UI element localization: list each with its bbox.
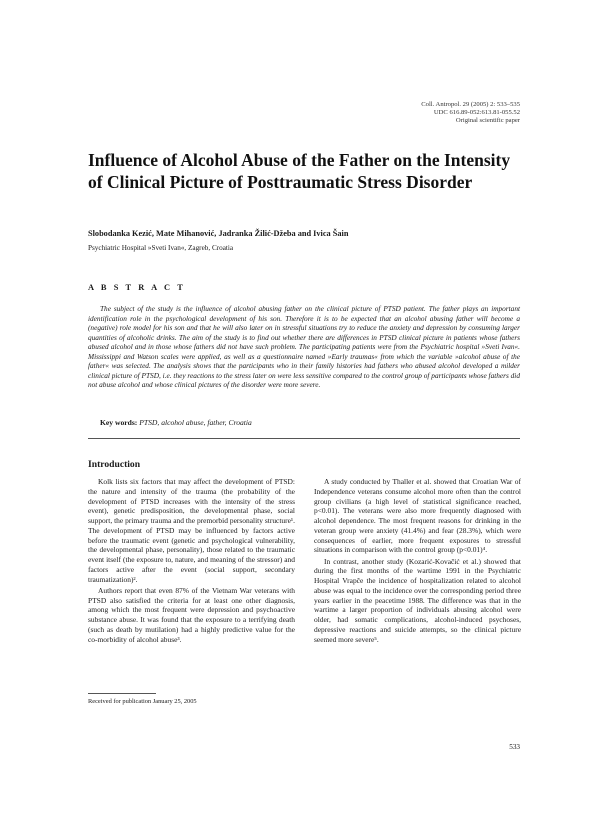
keywords-values: PTSD, alcohol abuse, father, Croatia — [139, 418, 252, 427]
paragraph: A study conducted by Thaller et al. showed that Croatian War of Independence veterans consume alcohol more often than the control group civilians (a high level of statistical significance reached, p<0.01). The veterans were also more frequently diagnosed with alcohol dependence. The most frequent reasons for drinking in the veteran group were anxiety (41.4%) and fear (28.3%), which were consequences of earlier, more frequent exposures to stressful situations in comparison with the control group (p<0.01)⁴. — [314, 477, 521, 555]
abstract-text: The subject of the study is the influence of alcohol abusing father on the clinical picture of PTSD patient. The father plays an important identification role in the psychological development of his son. Therefore it is to be expected that an alcohol abusing father will become a (negative) role model for his son and that he will also later on in stressful situations try to reduce the anxiety and depression by consuming larger quantities of alcoholic drinks. The aim of the study is to find out whether there are differences in PTSD clinical picture in patients whose fathers abused alcohol and in those whose fathers did not have such problem. The participating patients were from the Psychiatric hospital »Sveti Ivan«. Mississippi and Watson scales were applied, as well as a questionnaire named »Early traumas« from which the variable »alcohol abuse of the father« was selected. The analysis shows that the participants who in their family histories had fathers who abused alcohol developed a milder clinical picture of PTSD, i.e. they reactions to the stress later on were less sensitive compared to the control group of participants whose fathers did not abuse alcohol and whose clinical pictures of the disorder were more severe. — [88, 304, 520, 390]
journal-citation: Coll. Antropol. 29 (2005) 2: 533–535 — [421, 101, 520, 108]
page-number: 533 — [509, 743, 520, 751]
udc-code: UDC 616.89-052:613.81-055.52 — [433, 109, 520, 117]
abstract-divider — [88, 438, 520, 439]
paragraph: In contrast, another study (Kozarić-Kovačić et al.) showed that during the first months of the wartime 1991 in the Psychiatric Hospital Vrapče the incidence of hospitalization related to alcohol abuse was equal to the incidence over the corresponding period three years earlier in the peacetime 1988. The difference was that in the wartime a larger proportion of individuals abusing alcohol were older, had somatic complications, alcohol-induced psychoses, depressive reactions and suicide attempts, so the clinical picture seemed more severe⁵. — [314, 556, 521, 644]
paragraph: Authors report that even 87% of the Vietnam War veterans with PTSD also satisfied the criteria for at least one other diagnosis, among which the most frequent were depression and psychoactive substance abuse. It was found that the exposure to a terrifying death (such as death by mutilation) had a highly predictive value for the co-morbidity of alcohol abuse³. — [88, 585, 295, 644]
affiliation: Psychiatric Hospital »Sveti Ivan«, Zagreb, Croatia — [88, 244, 234, 252]
journal-meta — [421, 101, 520, 126]
received-note: Received for publication January 25, 2005 — [88, 698, 197, 705]
section-heading: Introduction — [88, 459, 141, 470]
keywords-label: Key words: — [100, 418, 138, 427]
left-column — [88, 477, 295, 646]
footnote-divider — [88, 693, 156, 694]
author-list: Slobodanka Kezić, Mate Mihanović, Jadranka Žilić-Džeba and Ivica Šain — [88, 229, 349, 238]
abstract-heading: A B S T R A C T — [88, 283, 186, 292]
paper-title: Influence of Alcohol Abuse of the Father on the Intensity of Clinical Picture of Posttraumatic Stress Disorder — [88, 150, 511, 192]
paper-type: Original scientific paper — [455, 117, 520, 125]
paragraph: Kolk lists six factors that may affect the development of PTSD: the nature and intensity of the trauma (the probability of the development of PTSD increases with the intensity of the stress event), genetic predisposition, the developmental phase, social support, the primary trauma and the premorbid personality structure¹. The development of PTSD may be influenced by factors active before the traumatic event (genetic and psychological vulnerability, the developmental phase, personality), those related to the traumatic event itself (the exposure to, nature, and meaning of the stressor) and factors active after the event (social support, secondary traumatization)². — [88, 477, 295, 584]
right-column — [314, 477, 521, 646]
keywords — [100, 418, 252, 427]
